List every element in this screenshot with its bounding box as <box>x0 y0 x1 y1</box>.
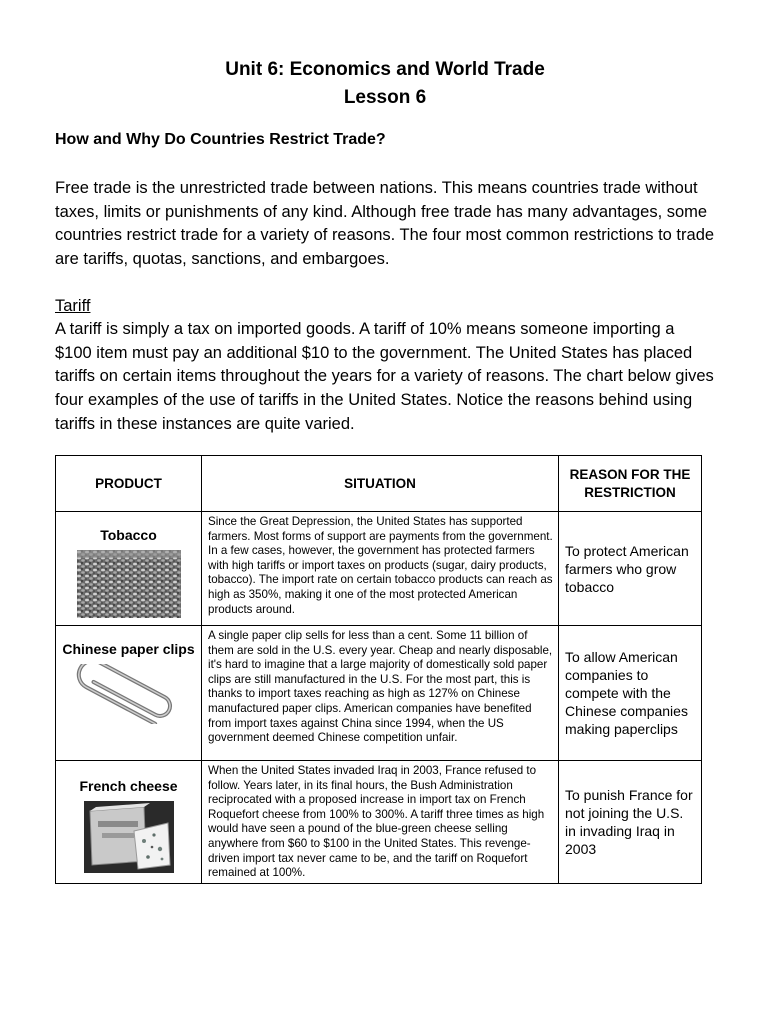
table-header-row <box>56 456 702 512</box>
table-row <box>56 626 702 761</box>
tariff-table <box>55 455 702 884</box>
roquefort-cheese-icon <box>84 801 174 873</box>
header-situation: SITUATION <box>202 456 559 512</box>
tariff-paragraph: A tariff is simply a tax on imported goods. A tariff of 10% means someone importing a $100 item must pay an additional $10 to the government. The United States has placed tariffs on certain items throughout the years for a variety of reasons. The chart below gives four examples of the use of tariffs in the United States. Notice the reasons behind using tariffs in these instances are quite varied. <box>55 320 714 433</box>
header-reason: REASON FOR THE RESTRICTION <box>559 456 702 512</box>
situation-text: When the United States invaded Iraq in 2003, France refused to follow. Years later, in its final hours, the Bush Administration reciprocated with a proposed increase in import tax on French Roquefort cheese from 100% to 300%. A tariff three times as high would have seen a pound of the blue-green cheese selling anywhere from $60 to $100 in the United States. This revenge-driven import tax never came to be, and the tariff on Roquefort remained at 100%. <box>202 761 559 884</box>
tariff-heading: Tariff <box>55 297 91 315</box>
tobacco-field-icon <box>77 550 181 618</box>
header-product: PRODUCT <box>56 456 202 512</box>
lesson-title: Lesson 6 <box>343 87 427 108</box>
situation-text: Since the Great Depression, the United States has supported farmers. Most forms of support are payments from the government. In a few cases, however, the government has protected farmers with high tariffs or import taxes on products (sugar, dairy products, tobacco). The import rate on certain tobacco products can reach as high as 350%, making it one of the most protected American products around. <box>202 512 559 626</box>
product-name: Chinese paper clips <box>62 641 195 657</box>
intro-paragraph: Free trade is the unrestricted trade between nations. This means countries trade without taxes, limits or punishments of any kind. Although free trade has many advantages, some countries restrict trade for a variety of reasons. The four most common restrictions to trade are tariffs, quotas, sanctions, and embargoes. <box>55 179 715 269</box>
table-row <box>56 761 702 884</box>
situation-text: A single paper clip sells for less than a cent. Some 11 billion of them are sold in the U.S. every year. Cheap and nearly disposable, it's hard to imagine that a large majority of domestically sold paper clips are still manufactured in the U.S. For the most part, this is thanks to import taxes reaching as high as 127% on Chinese manufactured paper clips. American companies have benefited from import taxes against China since 1994, when the US government deemed Chinese competition unfair. <box>202 626 559 761</box>
reason-text: To protect American farmers who grow tobacco <box>559 512 702 626</box>
section-heading: How and Why Do Countries Restrict Trade? <box>55 131 386 148</box>
table-row <box>56 512 702 626</box>
product-name: French cheese <box>79 778 178 794</box>
paper-clip-icon <box>74 664 184 724</box>
product-name: Tobacco <box>100 527 157 543</box>
reason-text: To punish France for not joining the U.S. in invading Iraq in 2003 <box>559 761 702 884</box>
reason-text: To allow American companies to compete with the Chinese companies making paperclips <box>559 626 702 761</box>
document-title: Unit 6: Economics and World Trade <box>225 59 545 80</box>
